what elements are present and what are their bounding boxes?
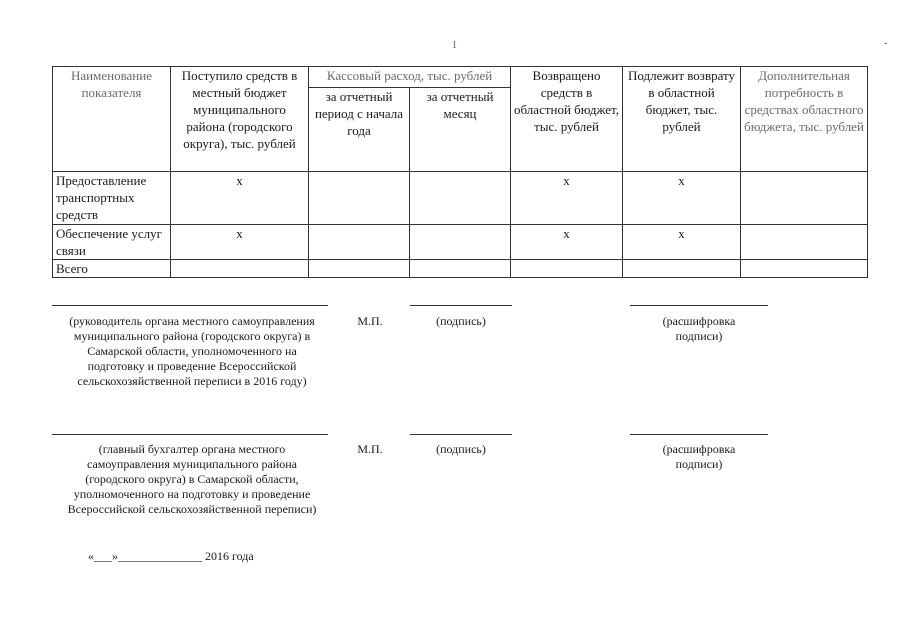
cell-expense-period [309,260,410,278]
cell-additional [741,260,868,278]
cell-to-return: x [623,225,741,260]
cell-additional [741,225,868,260]
cell-expense-month [410,260,511,278]
page-number-mark: 1 [452,40,457,51]
header-returned: Возвращено средств в областной бюджет, тыс. рублей [511,67,623,172]
header-name: Наименование показателя [53,67,171,172]
signature-line-role-2 [52,434,328,435]
signer-role-1: (руководитель органа местного самоуправления муниципального района (городского округа) в Самарской области, уполномоченного на подготовку и проведение Всероссийской сельскохозяйственной переписи в 2016 году) [69,314,315,388]
cell-expense-period [309,225,410,260]
cell-additional [741,172,868,225]
decoding-caption-2: (расшифровка подписи) [662,442,736,471]
date-line: «___»______________ 2016 года [88,549,254,563]
row-label: Обеспечение услуг связи [53,225,171,260]
cell-to-return: x [623,172,741,225]
cell-expense-month [410,172,511,225]
stamp-label-2: М.П. [357,442,383,456]
signature-line-sign-1 [410,305,512,306]
stamp-label-1: М.П. [357,314,383,328]
cell-received [171,260,309,278]
report-table [52,66,868,278]
row-label: Предоставление транспортных средств [53,172,171,225]
signature-caption-1: (подпись) [436,314,486,328]
signature-line-decoding-2 [630,434,768,435]
cell-returned [511,260,623,278]
signature-line-decoding-1 [630,305,768,306]
corner-mark: - [884,38,888,49]
signature-line-role-1 [52,305,328,306]
header-expense-period: за отчетный период с начала года [309,88,410,172]
signer-role-2: (главный бухгалтер органа местного самоуправления муниципального района (городского округа) в Самарской области, уполномоченного на подготовку и проведение Всероссийской сельскохозяйственной переписи) [67,442,317,516]
decoding-caption-1: (расшифровка подписи) [662,314,736,343]
cell-returned: x [511,225,623,260]
header-expense-month: за отчетный месяц [410,88,511,172]
header-expense-group: Кассовый расход, тыс. рублей [309,67,511,88]
signature-caption-2: (подпись) [436,442,486,456]
header-additional: Дополнительная потребность в средствах областного бюджета, тыс. рублей [741,67,868,172]
cell-expense-period [309,172,410,225]
signature-line-sign-2 [410,434,512,435]
header-received: Поступило средств в местный бюджет муниципального района (городского округа), тыс. рублей [171,67,309,172]
table-row [53,225,868,260]
cell-to-return [623,260,741,278]
table-row [53,260,868,278]
table-row [53,172,868,225]
cell-expense-month [410,225,511,260]
row-label: Всего [53,260,171,278]
cell-received: x [171,225,309,260]
cell-received: x [171,172,309,225]
cell-returned: x [511,172,623,225]
header-to-return: Подлежит возврату в областной бюджет, тыс. рублей [623,67,741,172]
